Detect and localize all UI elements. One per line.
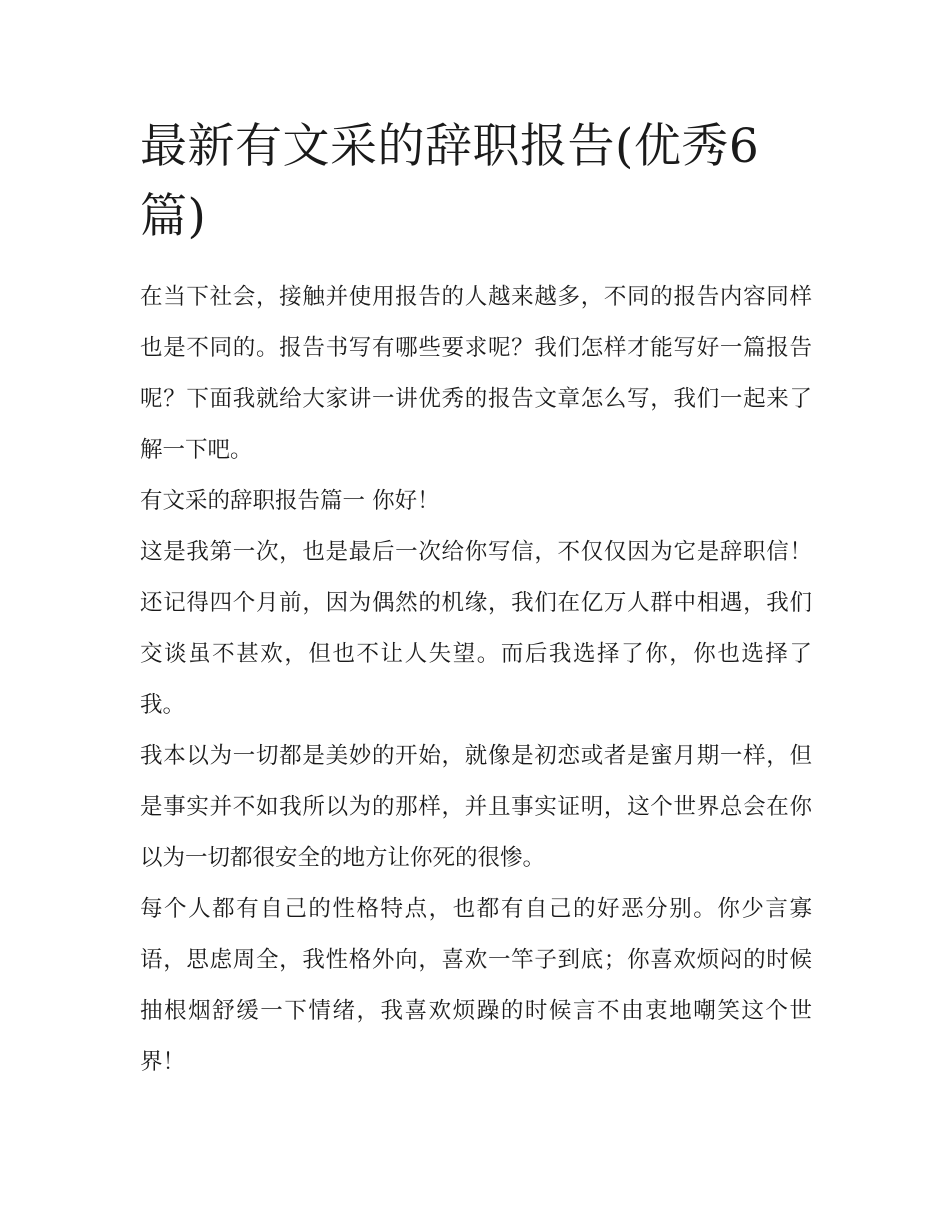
paragraph-first-letter: 这是我第一次，也是最后一次给你写信，不仅仅因为它是辞职信！还记得四个月前，因为偶然的机缘，我们在亿万人群中相遇，我们交谈虽不甚欢，但也不让人失望。而后我选择了你，你也选择了我。: [140, 539, 812, 718]
document-body: [140, 272, 812, 1088]
paragraph-expectation: 我本以为一切都是美妙的开始，就像是初恋或者是蜜月期一样，但是事实并不如我所以为的那样，并且事实证明，这个世界总会在你以为一切都很安全的地方让你死的很惨。: [140, 743, 812, 871]
paragraph-section-heading: 有文采的辞职报告篇一 你好！: [140, 488, 440, 514]
document-content: [140, 112, 812, 1088]
paragraph-intro: 在当下社会，接触并使用报告的人越来越多，不同的报告内容同样也是不同的。报告书写有哪些要求呢？我们怎样才能写好一篇报告呢？下面我就给大家讲一讲优秀的报告文章怎么写，我们一起来了解一下吧。: [140, 284, 812, 463]
document-title: 最新有文采的辞职报告(优秀6篇): [140, 119, 760, 244]
paragraph-personality: 每个人都有自己的性格特点，也都有自己的好恶分别。你少言寡语，思虑周全，我性格外向，喜欢一竿子到底；你喜欢烦闷的时候抽根烟舒缓一下情绪，我喜欢烦躁的时候言不由衷地嘲笑这个世界！: [140, 896, 812, 1075]
